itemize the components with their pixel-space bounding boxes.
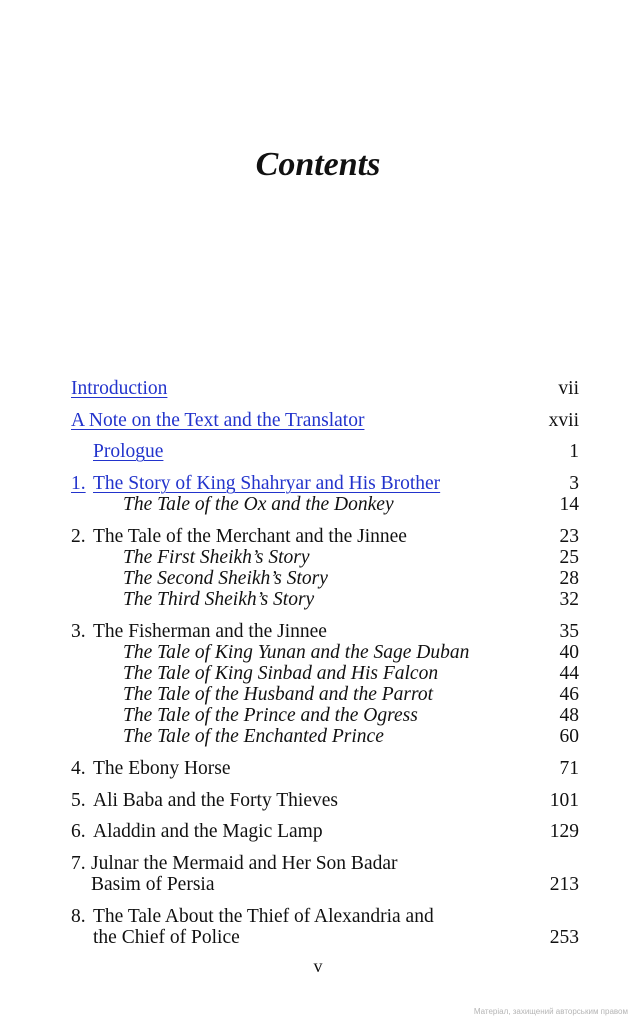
chapter-number: 2. [71,526,86,547]
page-number: 213 [549,874,579,895]
toc-subentry [71,547,579,569]
toc-entry-introduction [71,378,579,400]
chapter-title-line1: Julnar the Mermaid and Her Son Badar [91,853,398,874]
page-number: 46 [559,684,579,705]
tale-title: The Tale of the Ox and the Donkey [123,494,394,515]
tale-title: The Third Sheikh’s Story [123,589,315,610]
copyright-watermark: Матеріал, захищений авторським правом [473,1007,628,1016]
toc-entry-chapter-8-cont [71,927,579,949]
chapter-number: 7. [71,853,86,874]
chapter-number: 5. [71,790,86,811]
page-number: 48 [559,705,579,726]
toc-subentry [71,568,579,590]
toc-subentry [71,684,579,706]
toc-subentry [71,494,579,516]
tale-title: The Second Sheikh’s Story [123,568,328,589]
toc-entry-chapter-7 [71,853,579,875]
chapter-title: Aladdin and the Magic Lamp [93,821,323,842]
page-number: 28 [559,568,579,589]
page-number: 14 [559,494,579,515]
page-number: 3 [569,473,579,494]
toc-entry-chapter-4 [71,758,579,780]
chapter-title: The Ebony Horse [93,758,231,779]
tale-title: The Tale of King Sinbad and His Falcon [123,663,439,684]
page-title: Contents [255,146,381,183]
chapter-number: 6. [71,821,86,842]
tale-title: The Tale of the Enchanted Prince [123,726,384,747]
toc-entry-chapter-2 [71,526,579,548]
toc-entry-chapter-6 [71,821,579,843]
chapter-title: The Tale of the Merchant and the Jinnee [93,526,407,547]
page-number: 32 [559,589,579,610]
toc-subentry [71,726,579,748]
toc-link-introduction[interactable]: Introduction [71,378,168,399]
toc-subentry [71,589,579,611]
chapter-title-line2: Basim of Persia [91,874,215,895]
page-number: 25 [559,547,579,568]
page-number: 60 [559,726,579,747]
page-number: 40 [559,642,579,663]
tale-title: The First Sheikh’s Story [123,547,310,568]
toc-link-note[interactable]: A Note on the Text and the Translator [71,410,365,431]
tale-title: The Tale of the Husband and the Parrot [123,684,434,705]
chapter-number: 3. [71,621,86,642]
toc-entry-chapter-7-cont [71,874,579,896]
chapter-title-line1: The Tale About the Thief of Alexandria and [93,906,434,927]
toc-subentry [71,705,579,727]
toc-link-prologue[interactable]: Prologue [93,441,164,462]
page-number: 44 [559,663,579,684]
page-number: 253 [549,927,579,948]
toc-entry-chapter-5 [71,790,579,812]
chapter-title: The Fisherman and the Jinnee [93,621,327,642]
toc-entry-chapter-3 [71,621,579,643]
page-folio: v [313,956,323,976]
chapter-number[interactable]: 1. [71,473,86,494]
tale-title: The Tale of King Yunan and the Sage Duban [123,642,470,663]
chapter-title-line2: the Chief of Police [93,927,240,948]
toc-entry-chapter-1 [71,473,579,495]
toc-entry-chapter-8 [71,906,579,928]
page-number: 1 [569,441,579,462]
toc-entry-prologue [71,441,579,463]
toc-entry-note [71,410,579,432]
tale-title: The Tale of the Prince and the Ogress [123,705,418,726]
toc-subentry [71,663,579,685]
page-number: vii [558,378,579,399]
page-number: xvii [548,410,579,431]
chapter-number: 4. [71,758,86,779]
chapter-number: 8. [71,906,86,927]
page-number: 23 [559,526,579,547]
toc-subentry [71,642,579,664]
page-number: 35 [559,621,579,642]
chapter-title: Ali Baba and the Forty Thieves [93,790,338,811]
toc-link-chapter-1[interactable]: The Story of King Shahryar and His Brother [93,473,441,494]
page-number: 101 [549,790,579,811]
page-number: 129 [549,821,579,842]
page-number: 71 [559,758,579,779]
